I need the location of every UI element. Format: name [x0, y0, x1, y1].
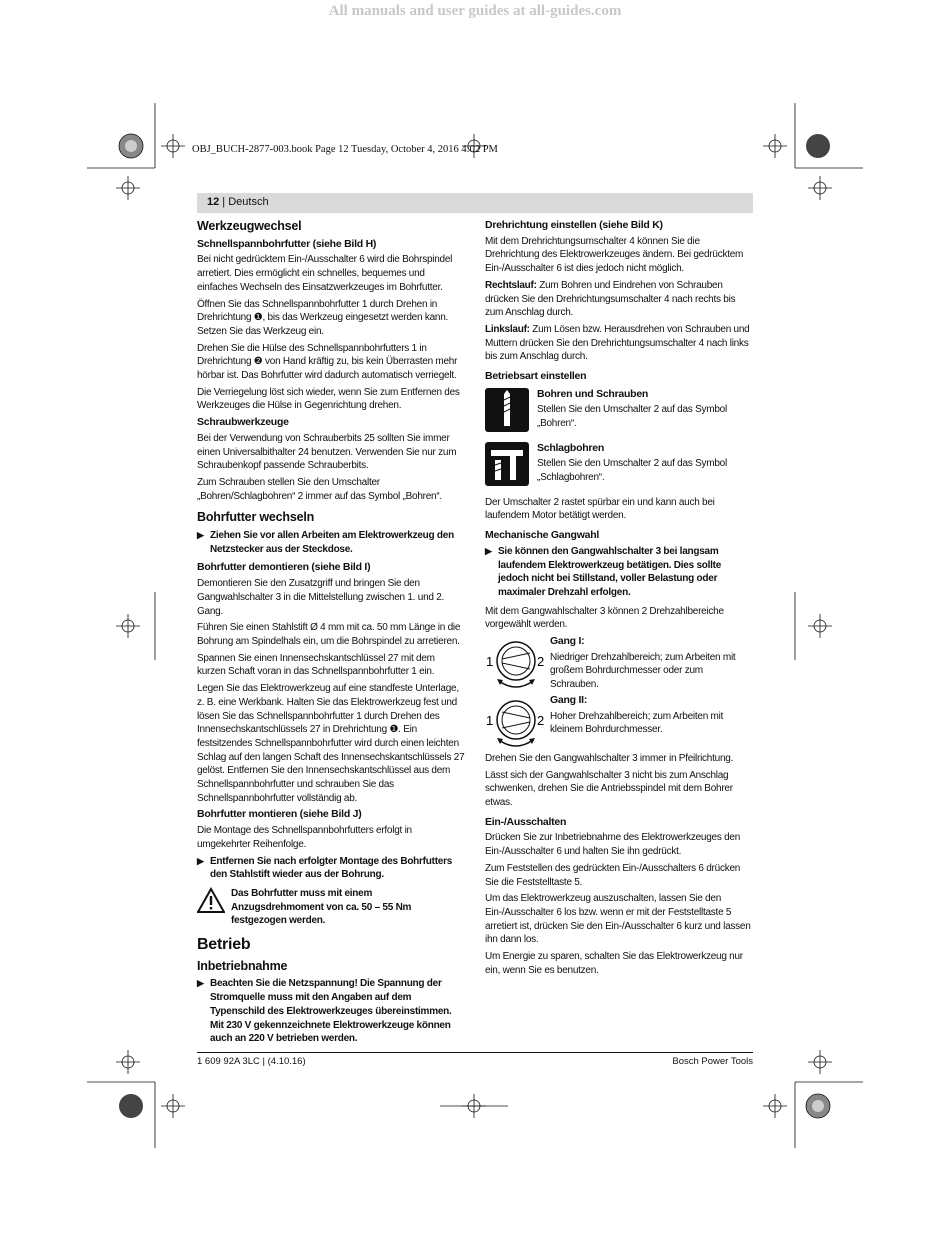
heading-betrieb: Betrieb	[197, 936, 251, 954]
mode-title: Schlagbohren	[537, 441, 605, 454]
heading-betriebsart: Betriebsart einstellen	[485, 370, 587, 383]
bullet-text: Sie können den Gangwahlschalter 3 bei langsam laufendem Elektrowerkzeug betätigen. Dies sollte jedoch nicht bei Stillstand, voller Belastung oder maximaler Drehzahl erfolgen.	[498, 545, 722, 598]
page-header	[207, 196, 269, 208]
heading-ein-ausschalten: Ein-/Ausschalten	[485, 815, 567, 828]
safety-bullet	[197, 855, 465, 882]
drill-bit-icon	[485, 388, 529, 432]
label-rechtslauf: Rechtslauf:	[485, 279, 537, 291]
bullet-triangle-icon: ▶	[197, 855, 204, 866]
gear-title: Gang II:	[550, 693, 588, 706]
paragraph: Zum Schrauben stellen Sie den Umschalter „Bohren/Schlagbohren“ 2 immer auf das Symbol „Bohren“.	[197, 476, 442, 502]
safety-bullet	[197, 977, 465, 1046]
bullet-text: Beachten Sie die Netzspannung! Die Spannung der Stromquelle muss mit den Angaben auf dem Typenschild des Elektrowerkzeuges übereinstimmen. Mit 230 V gekennzeichnete Elektrowerkzeuge können auch an 220 V betrieben werden.	[210, 978, 452, 1045]
right-column	[485, 216, 753, 980]
bullet-triangle-icon: ▶	[485, 545, 492, 556]
footer-doc-number: 1 609 92A 3LC | (4.10.16)	[197, 1056, 306, 1067]
book-info-line: OBJ_BUCH-2877-003.book Page 12 Tuesday, October 4, 2016 4:02 PM	[192, 144, 498, 155]
section-name: Deutsch	[228, 196, 269, 208]
header-separator: |	[219, 196, 229, 208]
label-linkslauf: Linkslauf:	[485, 323, 530, 335]
gear-selector-dial-icon	[485, 694, 547, 752]
paragraph: Führen Sie einen Stahlstift Ø 4 mm mit ca. 50 mm Länge in die Bohrung am Spindelhals ein, um die Bohrspindel zu arretieren.	[197, 622, 461, 647]
paragraph: Lässt sich der Gangwahlschalter 3 nicht bis zum Anschlag schwenken, drehen Sie die Antriebsspindel mit dem Bohrer etwas.	[485, 769, 733, 808]
mode-text: Stellen Sie den Umschalter 2 auf das Symbol „Bohren“.	[537, 404, 727, 430]
gear-1	[485, 635, 753, 692]
mode-text: Stellen Sie den Umschalter 2 auf das Symbol „Schlagbohren“.	[537, 458, 727, 484]
safety-bullet	[485, 545, 753, 600]
bullet-text: Entfernen Sie nach erfolgter Montage des Bohrfutters den Stahlstift wieder aus der Bohrung.	[210, 855, 453, 881]
paragraph: Bei der Verwendung von Schrauberbits 25 sollten Sie immer einen Universalbithalter 24 benutzen. Verwenden Sie nur zum Schraubenkopf passende Schrauberbits.	[197, 432, 457, 472]
heading-bohrfutter-montieren: Bohrfutter montieren (siehe Bild J)	[197, 808, 362, 821]
mode-title: Bohren und Schrauben	[537, 387, 649, 400]
paragraph: Die Montage des Schnellspannbohrfutters erfolgt in umgekehrter Reihenfolge.	[197, 825, 412, 850]
hammer-drill-icon	[485, 442, 529, 486]
paragraph: Zum Feststellen des gedrückten Ein-/Ausschalters 6 drücken Sie die Feststelltaste 5.	[485, 862, 741, 888]
paragraph: Drehen Sie den Gangwahlschalter 3 immer in Pfeilrichtung.	[485, 752, 734, 764]
warning-triangle-icon	[197, 887, 225, 913]
text-rechtslauf: Zum Bohren und Eindrehen von Schrauben drücken Sie den Drehrichtungsumschalter 4 nach rechts bis zum Anschlag durch.	[485, 279, 736, 319]
page-number: 12	[207, 196, 220, 208]
dial-label: 2	[537, 654, 544, 670]
gear-title: Gang I:	[550, 635, 585, 648]
warning-note	[197, 887, 465, 928]
paragraph: Der Umschalter 2 rastet spürbar ein und kann auch bei laufendem Motor betätigt werden.	[485, 496, 715, 522]
heading-drehrichtung: Drehrichtung einstellen (siehe Bild K)	[485, 219, 663, 231]
paragraph: Um das Elektrowerkzeug auszuschalten, lassen Sie den Ein-/Ausschalter 6 los bzw. wenn er mit der Feststelltaste 5 arretiert ist, drücken Sie den Ein-/Ausschalter 6 kurz und lassen ihn dann los.	[485, 893, 751, 946]
paragraph: Legen Sie das Elektrowerkzeug auf eine standfeste Unterlage, z. B. eine Werkbank. Halten Sie das Elektrowerkzeug fest und lösen Sie das Schnellspannbohrfutter 1 durch Drehen des Innensechskantschlüssels 27 in Drehrichtung ❶. Ein festsitzendes Schnellspannbohrfutter wird durch einen leichten Schlag auf den langen Schaft des Innensechskantschlüssels 27 gelöst. Entfernen Sie den Innensechskantschlüssel aus dem Schnellspannbohrfutter und schrauben Sie das Schnellspannbohrfutter vollständig ab.	[197, 683, 465, 804]
paragraph: Um Energie zu sparen, schalten Sie das Elektrowerkzeug nur ein, wenn Sie es benutzen.	[485, 951, 743, 976]
bullet-text: Ziehen Sie vor allen Arbeiten am Elektrowerkzeug den Netzstecker aus der Steckdose.	[210, 530, 454, 555]
gear-2	[485, 694, 753, 750]
heading-schnellspannbohrfutter: Schnellspannbohrfutter (siehe Bild H)	[197, 237, 377, 250]
paragraph: Spannen Sie einen Innensechskantschlüssel 27 mit dem kurzen Schaft voran in das Schnellspannbohrfutter 1 ein.	[197, 652, 435, 678]
paragraph-rechtslauf	[485, 279, 753, 320]
dial-label: 1	[486, 712, 493, 728]
mode-schlagbohren	[485, 442, 753, 488]
paragraph-linkslauf	[485, 323, 753, 364]
page-header-bar	[197, 193, 753, 213]
bullet-triangle-icon: ▶	[197, 978, 204, 989]
footer-brand: Bosch Power Tools	[672, 1056, 753, 1067]
safety-bullet	[197, 529, 465, 556]
gear-text: Hoher Drehzahlbereich; zum Arbeiten mit kleinem Bohrdurchmesser.	[550, 710, 724, 736]
paragraph: Demontieren Sie den Zusatzgriff und bringen Sie den Gangwahlschalter 3 in die Mittelstellung zwischen 1. und 2. Gang.	[197, 578, 445, 617]
paragraph: Öffnen Sie das Schnellspannbohrfutter 1 durch Drehen in Drehrichtung ❶, bis das Werkzeug eingesetzt werden kann. Setzen Sie das Werkzeug ein.	[197, 298, 449, 337]
paragraph: Die Verriegelung löst sich wieder, wenn Sie zum Entfernen des Werkzeuges die Hülse in Gegenrichtung drehen.	[197, 386, 460, 412]
gear-selector-dial-icon	[485, 635, 547, 693]
watermark: All manuals and user guides at all-guides.com	[328, 3, 622, 19]
heading-werkzeugwechsel: Werkzeugwechsel	[197, 219, 302, 233]
paragraph: Drücken Sie zur Inbetriebnahme des Elektrowerkzeuges den Ein-/Ausschalter 6 und halten Sie ihn gedrückt.	[485, 832, 741, 858]
paragraph: Bei nicht gedrücktem Ein-/Ausschalter 6 wird die Bohrspindel arretiert. Dies ermöglicht ein schnelles, bequemes und einfaches Wechseln des Einsatzwerkzeuges im Bohrfutter.	[197, 254, 453, 293]
mode-bohren	[485, 388, 753, 434]
heading-schraubwerkzeuge: Schraubwerkzeuge	[197, 416, 289, 429]
bullet-triangle-icon: ▶	[197, 530, 204, 541]
paragraph: Mit dem Drehrichtungsumschalter 4 können Sie die Drehrichtung des Elektrowerkzeuges ändern. Bei gedrücktem Ein-/Ausschalter 6 ist dies jedoch nicht möglich.	[485, 235, 744, 275]
heading-mechanische-gangwahl: Mechanische Gangwahl	[485, 529, 600, 542]
heading-bohrfutter-demontieren: Bohrfutter demontieren (siehe Bild I)	[197, 561, 371, 574]
dial-label: 2	[537, 712, 544, 728]
paragraph: Drehen Sie die Hülse des Schnellspannbohrfutters 1 in Drehrichtung ❷ von Hand kräftig zu, bis kein Überrasten mehr hörbar ist. Das Bohrfutter wird dadurch automatisch verriegelt.	[197, 342, 458, 382]
heading-bohrfutter-wechseln: Bohrfutter wechseln	[197, 510, 315, 525]
dial-label: 1	[486, 654, 493, 670]
page-footer	[197, 1052, 753, 1067]
warning-text: Das Bohrfutter muss mit einem Anzugsdrehmoment von ca. 50 – 55 Nm festgezogen werden.	[231, 887, 412, 927]
gear-text: Niedriger Drehzahlbereich; zum Arbeiten mit großem Bohrdurchmesser oder zum Schrauben.	[550, 651, 736, 691]
text-linkslauf: Zum Lösen bzw. Herausdrehen von Schrauben und Muttern drücken Sie den Drehrichtungsumschalter 4 nach links bis zum Anschlag durch.	[485, 323, 750, 363]
paragraph: Mit dem Gangwahlschalter 3 können 2 Drehzahlbereiche vorgewählt werden.	[485, 605, 724, 631]
heading-inbetriebnahme: Inbetriebnahme	[197, 958, 288, 973]
left-column	[197, 216, 465, 1051]
